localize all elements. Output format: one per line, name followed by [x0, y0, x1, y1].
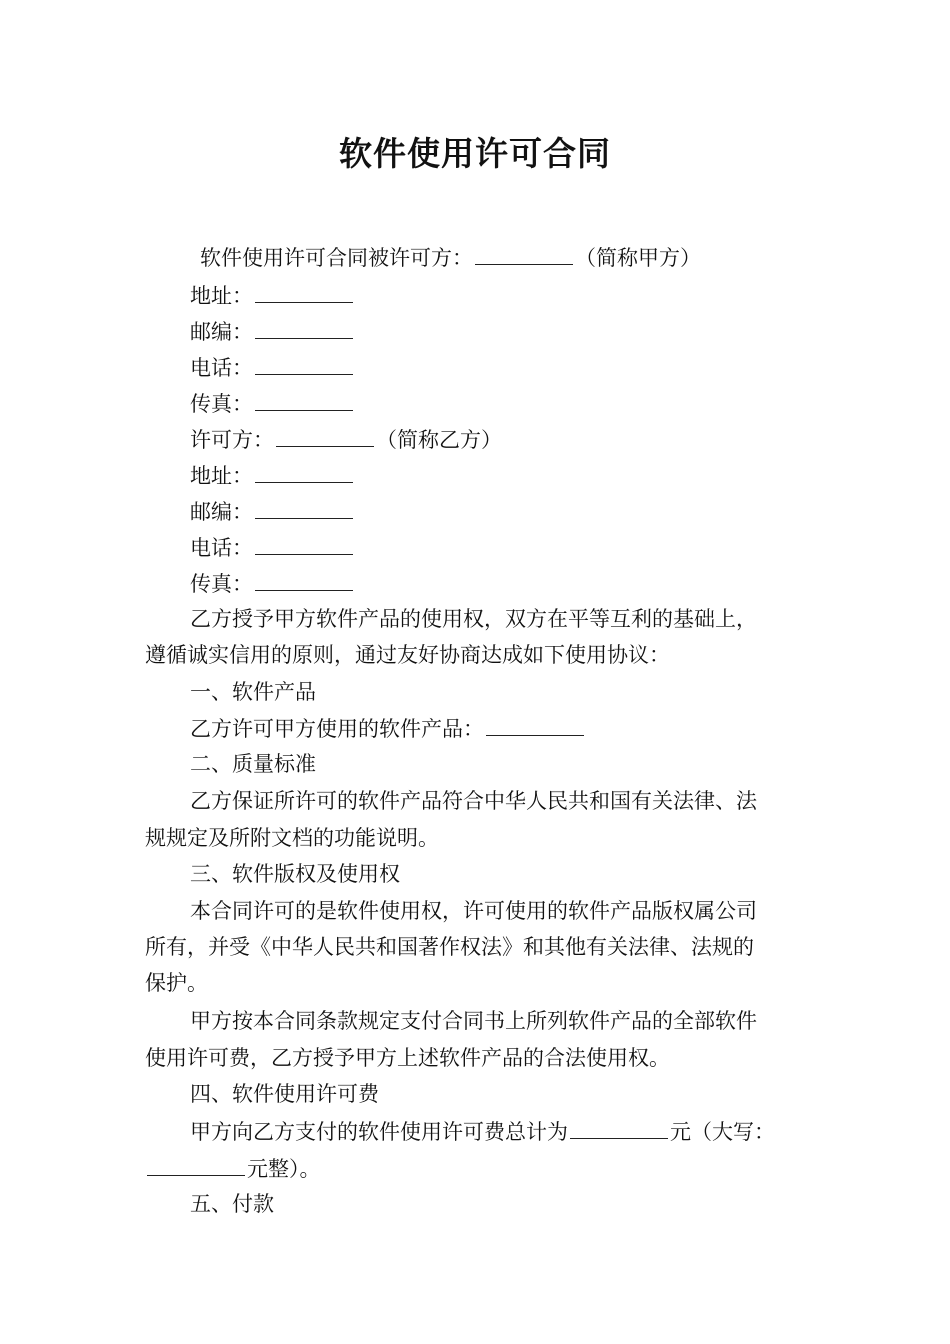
- section-3-heading: 三、软件版权及使用权: [190, 862, 400, 886]
- address-label: 地址：: [190, 284, 253, 308]
- fee-yuan-suffix: 元整）。: [247, 1157, 321, 1181]
- section-1-heading: 一、软件产品: [190, 680, 316, 704]
- preamble-line-1: 乙方授予甲方软件产品的使用权，双方在平等互利的基础上，: [190, 607, 757, 631]
- address-blank: [255, 282, 353, 303]
- software-product-label: 乙方许可甲方使用的软件产品：: [190, 717, 484, 741]
- licensor-blank: [276, 426, 374, 447]
- section-2-heading: 二、质量标准: [190, 752, 316, 776]
- section-2-line-2: 规规定及所附文档的功能说明。: [145, 826, 439, 850]
- party-a-address: [190, 282, 355, 309]
- section-4-line-2: [145, 1155, 321, 1182]
- address-blank: [255, 462, 353, 483]
- section-3-p1-line-1: 本合同许可的是软件使用权，许可使用的软件产品版权属公司: [190, 899, 757, 923]
- fax-blank: [255, 570, 353, 591]
- party-a-fax: [190, 390, 355, 417]
- party-a-phone: [190, 354, 355, 381]
- licensee-blank: [475, 244, 573, 265]
- licensee-line: [200, 244, 701, 271]
- licensor-line: [190, 426, 502, 453]
- party-b-phone: [190, 534, 355, 561]
- party-b-fax: [190, 570, 355, 597]
- section-3-p2-line-1: 甲方按本合同条款规定支付合同书上所列软件产品的全部软件: [190, 1009, 757, 1033]
- licensor-label: 许可方：: [190, 428, 274, 452]
- fee-uppercase-blank: [147, 1155, 245, 1176]
- section-3-p2-line-2: 使用许可费，乙方授予甲方上述软件产品的合法使用权。: [145, 1046, 670, 1070]
- party-a-postcode: [190, 318, 355, 345]
- document-title: 软件使用许可合同: [339, 134, 611, 173]
- section-1-text: [190, 715, 586, 742]
- postcode-blank: [255, 498, 353, 519]
- fax-label: 传真：: [190, 572, 253, 596]
- phone-blank: [255, 354, 353, 375]
- fax-label: 传真：: [190, 392, 253, 416]
- postcode-label: 邮编：: [190, 500, 253, 524]
- party-b-address: [190, 462, 355, 489]
- fee-amount-blank: [570, 1118, 668, 1139]
- licensee-suffix: （简称甲方）: [575, 246, 701, 270]
- preamble-line-2: 遵循诚实信用的原则，通过友好协商达成如下使用协议：: [145, 643, 670, 667]
- postcode-label: 邮编：: [190, 320, 253, 344]
- section-3-p1-line-3: 保护。: [145, 971, 208, 995]
- software-product-blank: [486, 715, 584, 736]
- section-3-p1-line-2: 所有，并受《中华人民共和国著作权法》和其他有关法律、法规的: [145, 935, 754, 959]
- address-label: 地址：: [190, 464, 253, 488]
- section-2-line-1: 乙方保证所许可的软件产品符合中华人民共和国有关法律、法: [190, 789, 757, 813]
- fee-uppercase-label: 元（大写：: [670, 1120, 775, 1144]
- licensor-suffix: （简称乙方）: [376, 428, 502, 452]
- section-4-line-1: [190, 1118, 775, 1145]
- phone-blank: [255, 534, 353, 555]
- postcode-blank: [255, 318, 353, 339]
- phone-label: 电话：: [190, 536, 253, 560]
- party-b-postcode: [190, 498, 355, 525]
- section-5-heading: 五、付款: [190, 1192, 274, 1216]
- phone-label: 电话：: [190, 356, 253, 380]
- fee-total-label: 甲方向乙方支付的软件使用许可费总计为: [190, 1120, 568, 1144]
- licensee-label: 软件使用许可合同被许可方：: [200, 246, 473, 270]
- section-4-heading: 四、软件使用许可费: [190, 1082, 379, 1106]
- fax-blank: [255, 390, 353, 411]
